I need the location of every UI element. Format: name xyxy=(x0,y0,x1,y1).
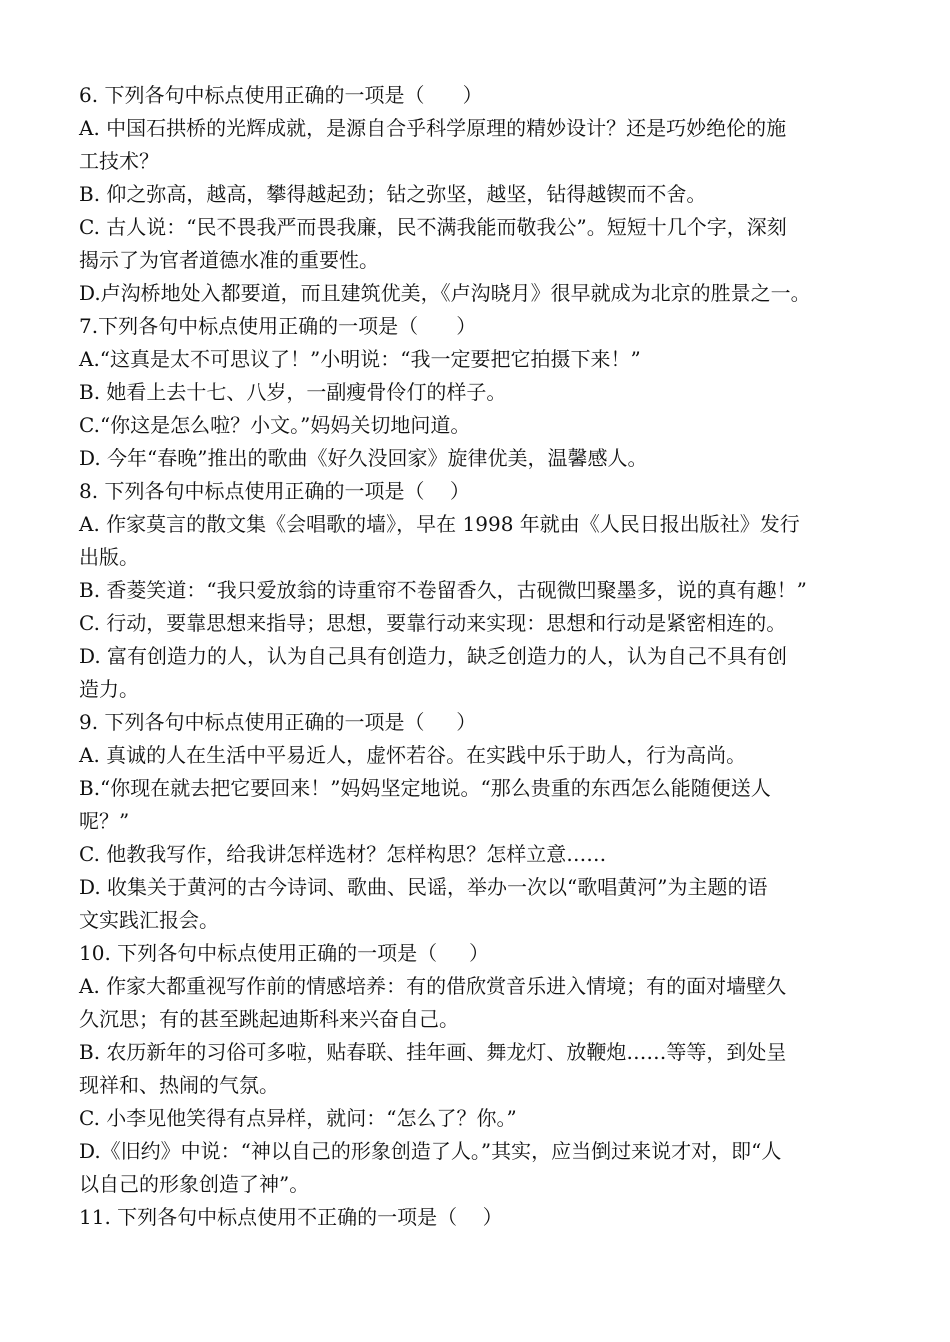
text-line: 现祥和、热闹的气氛。 xyxy=(79,1073,279,1097)
text-line: A. 真诚的人在生活中平易近人，虚怀若谷。在实践中乐于助人，行为高尚。 xyxy=(79,743,747,767)
text-line: A.“这真是太不可思议了！”小明说：“我一定要把它拍摄下来！” xyxy=(79,347,641,371)
text-line: D. 收集关于黄河的古今诗词、歌曲、民谣，举办一次以“歌唱黄河”为主题的语 xyxy=(79,875,768,899)
text-line: 11. 下列各句中标点使用不正确的一项是（ ） xyxy=(79,1205,503,1229)
text-line: B. 她看上去十七、八岁，一副瘦骨伶仃的样子。 xyxy=(79,380,507,404)
text-line: D.《旧约》中说：“神以自己的形象创造了人。”其实，应当倒过来说才对，即“人 xyxy=(79,1139,782,1163)
text-line: C. 行动，要靠思想来指导；思想，要靠行动来实现：思想和行动是紧密相连的。 xyxy=(79,611,787,635)
text-line: 久沉思；有的甚至跳起迪斯科来兴奋自己。 xyxy=(79,1007,459,1031)
text-line: B.“你现在就去把它要回来！”妈妈坚定地说。“那么贵重的东西怎么能随便送人 xyxy=(79,776,771,800)
text-line: 工技术？ xyxy=(79,149,159,173)
text-line: B. 香菱笑道：“我只爱放翁的诗重帘不卷留香久，古砚微凹聚墨多，说的真有趣！” xyxy=(79,578,807,602)
text-line: D.卢沟桥地处入都要道，而且建筑优美，《卢沟晓月》很早就成为北京的胜景之一。 xyxy=(79,281,811,305)
text-line: 6. 下列各句中标点使用正确的一项是（ ） xyxy=(79,83,483,107)
text-line: C. 他教我写作，给我讲怎样选材？怎样构思？怎样立意…… xyxy=(79,842,607,866)
text-line: C. 古人说：“民不畏我严而畏我廉，民不满我能而敬我公”。短短十几个字，深刻 xyxy=(79,215,787,239)
text-line: D. 今年“春晚”推出的歌曲《好久没回家》旋律优美，温馨感人。 xyxy=(79,446,648,470)
text-line: C.“你这是怎么啦？小文。”妈妈关切地问道。 xyxy=(79,413,471,437)
text-line: A. 作家大都重视写作前的情感培养：有的借欣赏音乐进入情境；有的面对墙壁久 xyxy=(79,974,787,998)
text-line: 8. 下列各句中标点使用正确的一项是（ ） xyxy=(79,479,470,503)
text-line: 造力。 xyxy=(79,677,139,701)
text-line: 以自己的形象创造了神”。 xyxy=(79,1172,310,1196)
text-line: B. 仰之弥高，越高，攀得越起劲；钻之弥坚，越坚，钻得越锲而不舍。 xyxy=(79,182,707,206)
text-line: 10. 下列各句中标点使用正确的一项是（ ） xyxy=(79,941,489,965)
text-line: 出版。 xyxy=(79,545,139,569)
text-line: A. 中国石拱桥的光辉成就，是源自合乎科学原理的精妙设计？还是巧妙绝伦的施 xyxy=(79,116,787,140)
text-line: B. 农历新年的习俗可多啦，贴春联、挂年画、舞龙灯、放鞭炮……等等，到处呈 xyxy=(79,1040,787,1064)
text-line: 7.下列各句中标点使用正确的一项是（ ） xyxy=(79,314,477,338)
text-line: 揭示了为官者道德水准的重要性。 xyxy=(79,248,379,272)
text-line: C. 小李见他笑得有点异样，就问：“怎么了？你。” xyxy=(79,1106,517,1130)
text-line: 呢？” xyxy=(79,809,130,833)
text-line: D. 富有创造力的人，认为自己具有创造力，缺乏创造力的人，认为自己不具有创 xyxy=(79,644,788,668)
text-line: 9. 下列各句中标点使用正确的一项是（ ） xyxy=(79,710,477,734)
text-line: 文实践汇报会。 xyxy=(79,908,219,932)
text-line: A. 作家莫言的散文集《会唱歌的墙》，早在 1998 年就由《人民日报出版社》发行 xyxy=(79,512,800,536)
